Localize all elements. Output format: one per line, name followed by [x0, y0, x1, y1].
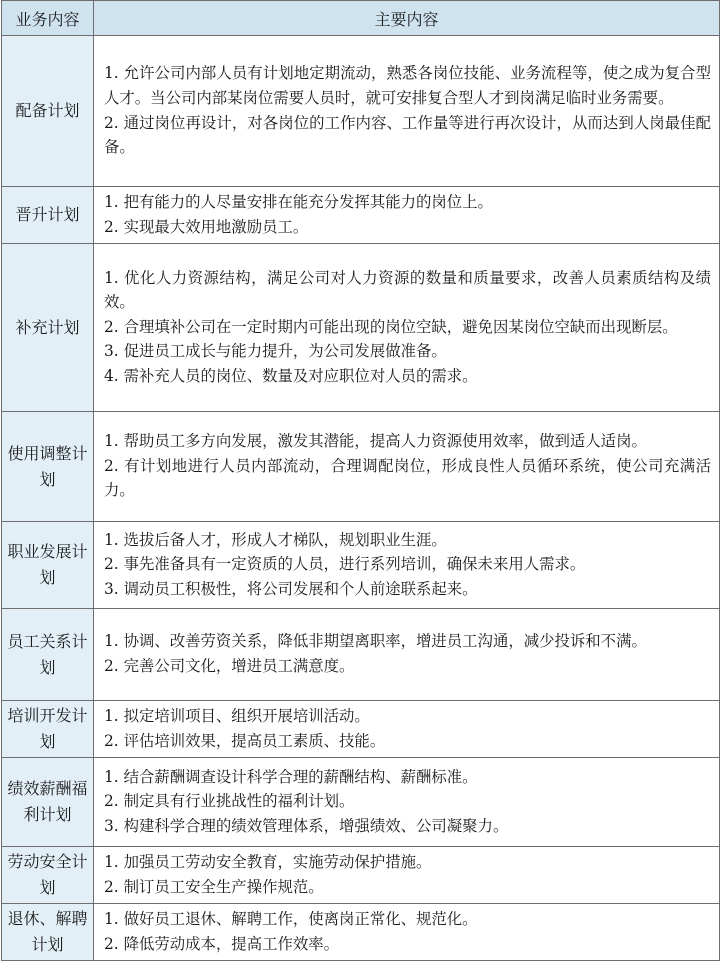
table-row	[2, 36, 720, 187]
row-content	[94, 609, 720, 701]
table-row	[2, 904, 720, 961]
row-category: 培训开发计划	[2, 701, 94, 758]
table-row	[2, 187, 720, 244]
row-content	[94, 904, 720, 961]
content-item: 1. 结合薪酬调查设计科学合理的薪酬结构、薪酬标准。	[104, 767, 478, 786]
content-item: 1. 优化人力资源结构，满足公司对人力资源的数量和质量要求，改善人员素质结构及绩效。	[104, 268, 711, 312]
content-item: 2. 合理填补公司在一定时期内可能出现的岗位空缺，避免因某岗位空缺而出现断层。	[104, 317, 678, 336]
row-content	[94, 187, 720, 244]
content-item: 2. 评估培训效果，提高员工素质、技能。	[104, 731, 386, 750]
row-category: 配备计划	[2, 36, 94, 187]
content-item: 2. 事先准备具有一定资质的人员，进行系列培训，确保未来用人需求。	[104, 555, 586, 574]
header-category: 业务内容	[2, 1, 94, 36]
row-content	[94, 244, 720, 412]
row-category: 退休、解聘计划	[2, 904, 94, 961]
row-category: 补充计划	[2, 244, 94, 412]
table-header-row	[2, 1, 720, 36]
header-content: 主要内容	[94, 1, 720, 36]
table-row	[2, 522, 720, 609]
content-item: 3. 促进员工成长与能力提升，为公司发展做准备。	[104, 342, 447, 361]
content-item: 1. 允许公司内部人员有计划地定期流动，熟悉各岗位技能、业务流程等，使之成为复合型人才。当公司内部某岗位需要人员时，就可安排复合型人才到岗满足临时业务需要。	[104, 64, 711, 107]
row-content	[94, 847, 720, 904]
content-item: 2. 有计划地进行人员内部流动，合理调配岗位，形成良性人员循环系统，使公司充满活力。	[104, 456, 711, 500]
row-category: 劳动安全计划	[2, 847, 94, 904]
row-content	[94, 412, 720, 522]
content-item: 1. 协调、改善劳资关系，降低非期望离职率，增进员工沟通，减少投诉和不满。	[104, 632, 647, 651]
content-item: 2. 完善公司文化，增进员工满意度。	[104, 657, 355, 675]
table-row	[2, 758, 720, 847]
content-item: 1. 选拔后备人才，形成人才梯队，规划职业生涯。	[104, 530, 447, 549]
row-category: 晋升计划	[2, 187, 94, 244]
content-item: 1. 做好员工退休、解聘工作，使离岗正常化、规范化。	[104, 909, 478, 928]
content-item: 1. 拟定培训项目、组织开展培训活动。	[104, 706, 370, 725]
table-row	[2, 701, 720, 758]
content-item: 2. 通过岗位再设计，对各岗位的工作内容、工作量等进行再次设计，从而达到人岗最佳配备。	[104, 113, 711, 157]
content-item: 1. 帮助员工多方向发展，激发其潜能，提高人力资源使用效率，做到适人适岗。	[104, 432, 647, 451]
row-category: 职业发展计划	[2, 522, 94, 609]
table-row	[2, 847, 720, 904]
business-plan-table	[1, 0, 720, 961]
row-content	[94, 522, 720, 609]
table-row	[2, 244, 720, 412]
row-category: 员工关系计划	[2, 609, 94, 701]
content-item: 3. 构建科学合理的绩效管理体系，增强绩效、公司凝聚力。	[104, 816, 509, 835]
content-item: 2. 制订员工安全生产操作规范。	[104, 877, 324, 896]
table-row	[2, 609, 720, 701]
content-item: 2. 制定具有行业挑战性的福利计划。	[104, 792, 355, 811]
row-category: 绩效薪酬福利计划	[2, 758, 94, 847]
content-item: 4. 需补充人员的岗位、数量及对应职位对人员的需求。	[104, 366, 478, 385]
content-item: 1. 加强员工劳动安全教育，实施劳动保护措施。	[104, 852, 432, 871]
table-row	[2, 412, 720, 522]
document-page	[1, 0, 719, 961]
row-content	[94, 701, 720, 758]
row-content	[94, 758, 720, 847]
row-category: 使用调整计划	[2, 412, 94, 522]
content-item: 3. 调动员工积极性，将公司发展和个人前途联系起来。	[104, 579, 478, 598]
content-item: 2. 降低劳动成本，提高工作效率。	[104, 934, 340, 953]
content-item: 1. 把有能力的人尽量安排在能充分发挥其能力的岗位上。	[104, 192, 493, 211]
content-item: 2. 实现最大效用地激励员工。	[104, 217, 309, 236]
row-content	[94, 36, 720, 187]
